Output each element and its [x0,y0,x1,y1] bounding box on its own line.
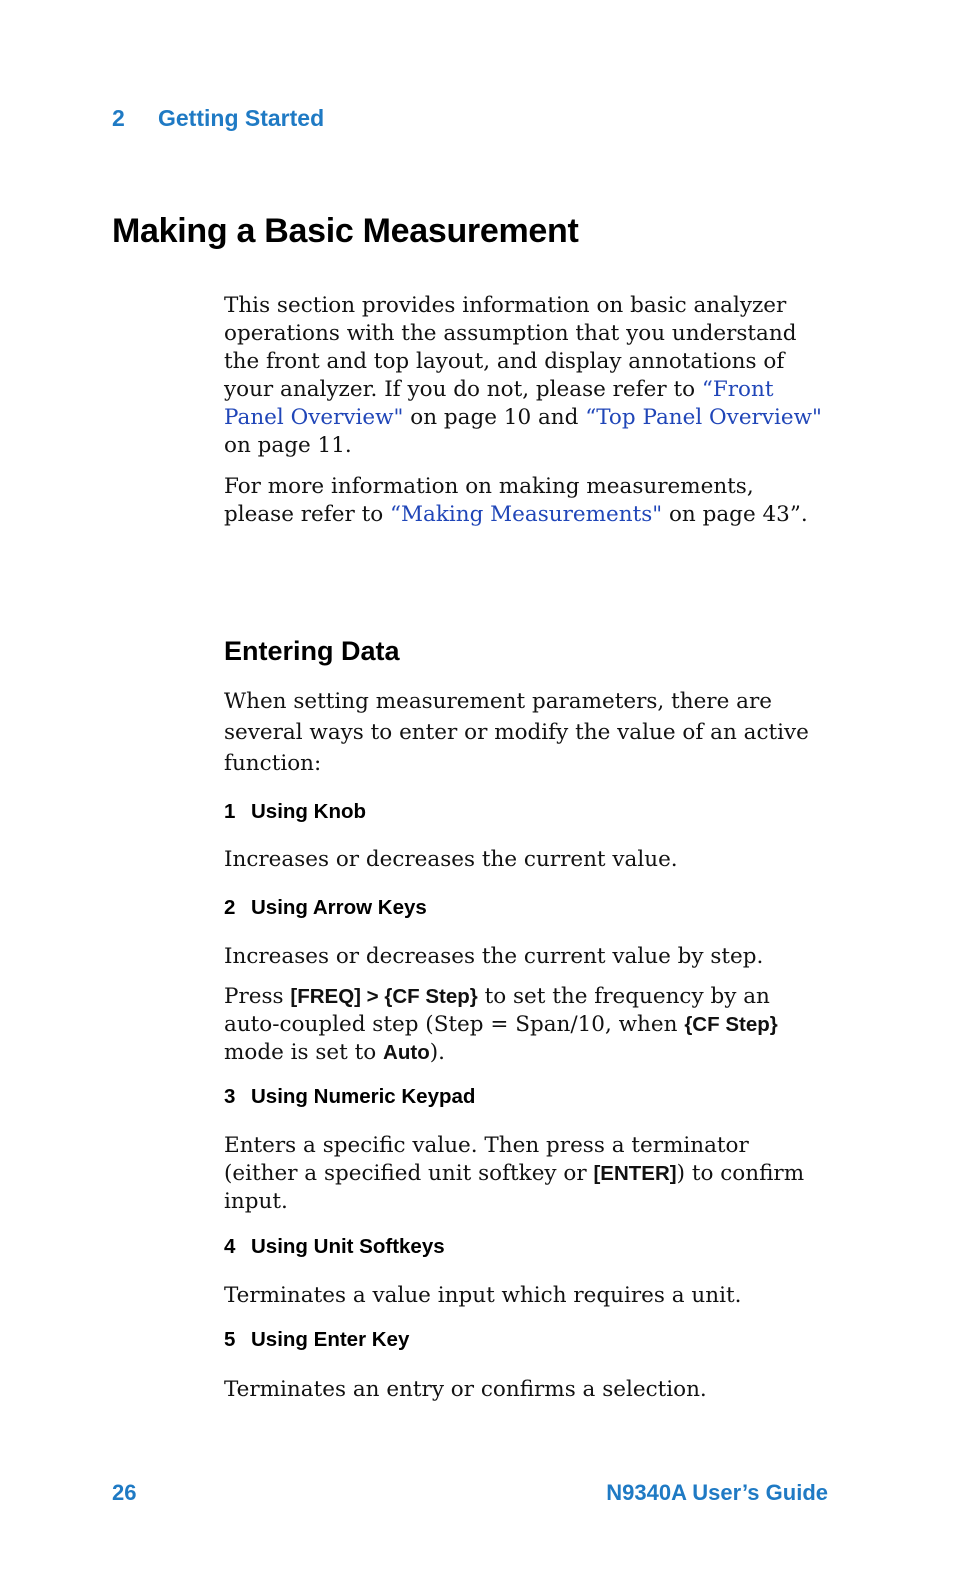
auto-value: Auto [383,1041,430,1064]
step-heading [224,1085,475,1109]
text: ). [429,1040,445,1065]
page-title: Making a Basic Measurement [112,212,579,250]
intro-text: For more information on making measurements, please refer to [224,474,754,527]
step-title: Using Numeric Keypad [251,1085,476,1108]
text: mode is set to [224,1040,384,1065]
step-description: Increases or decreases the current value. [224,847,678,872]
separator: > [360,985,385,1008]
step-number: 2 [224,896,236,919]
intro-paragraph-2 [224,473,824,529]
text: Enters a specific value. Then press a terminator (either a specified unit softkey or [224,1133,749,1186]
running-header [112,105,324,132]
cf-step-softkey: {CF Step} [684,1013,778,1036]
step-title: Using Enter Key [251,1328,410,1351]
text: to set the frequency by an auto-coupled step (Step = Span/10, when [224,984,770,1037]
intro-text: on page 43”. [662,502,808,527]
making-measurements-link[interactable]: “Making Measurements" [390,502,663,527]
enter-key: [ENTER] [593,1162,677,1185]
front-panel-overview-link[interactable]: “Front Panel Overview" [224,377,774,430]
page-number: 26 [112,1480,137,1505]
chapter-number: 2 [112,105,125,131]
step-number: 1 [224,800,236,823]
step-heading [224,896,427,920]
intro-text: on page 11. [224,433,352,458]
step-description: Terminates a value input which requires a unit. [224,1283,742,1308]
step-description: Increases or decreases the current value by step. [224,944,764,969]
chapter-title: Getting Started [158,105,325,131]
text: ) to confirm input. [224,1161,805,1214]
freq-key: [FREQ] [290,985,361,1008]
intro-paragraph-1 [224,292,824,460]
step-number: 5 [224,1328,236,1351]
step-description: Terminates an entry or confirms a selection. [224,1377,707,1402]
step-heading [224,1328,409,1352]
section-heading: Entering Data [224,636,400,666]
step-title: Using Unit Softkeys [251,1235,445,1258]
text: Press [224,984,291,1009]
section-intro: When setting measurement parameters, there are several ways to enter or modify the value of an active function: [224,689,809,776]
step-heading [224,1235,445,1259]
step-description [224,1132,824,1216]
top-panel-overview-link[interactable]: “Top Panel Overview" [585,405,822,430]
intro-text: on page 10 and [403,405,586,430]
step-number: 3 [224,1085,236,1108]
step-number: 4 [224,1235,236,1258]
step-heading [224,800,366,824]
intro-text: This section provides information on basic analyzer operations with the assumption that you understand the front and top layout, and display annotations of your analyzer. If you do not, please refer to [224,293,797,402]
step-2-instructions [224,983,824,1067]
cf-step-softkey: {CF Step} [384,985,478,1008]
step-title: Using Arrow Keys [251,896,427,919]
guide-title: N9340A User’s Guide [606,1480,828,1505]
step-title: Using Knob [251,800,367,823]
